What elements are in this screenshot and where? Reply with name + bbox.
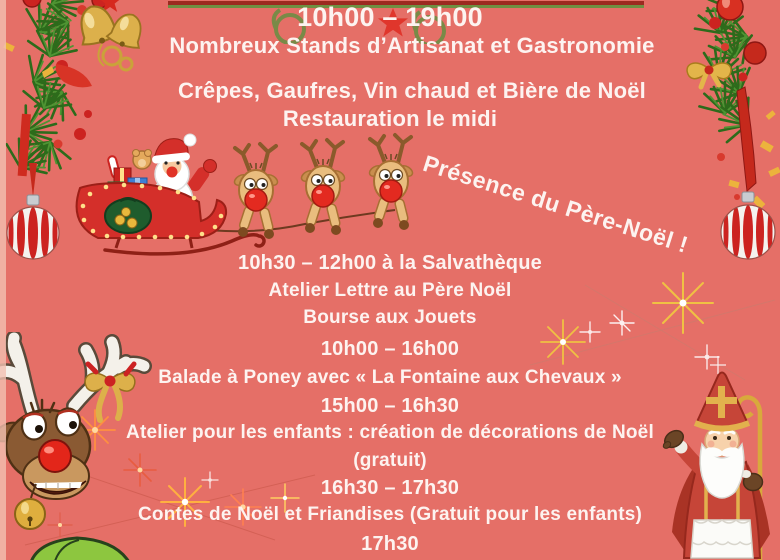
pere-noel-note: Présence du Père-Noël ! — [420, 150, 692, 258]
atelier-lettre-line: Atelier Lettre au Père Noël — [268, 280, 512, 301]
bourse-jouets-line: Bourse aux Jouets — [303, 307, 477, 328]
final-time: 17h30 — [361, 533, 419, 555]
restauration-line: Restauration le midi — [282, 106, 498, 131]
gratuit-line: (gratuit) — [353, 450, 427, 471]
poney-line: Balade à Poney avec « La Fontaine aux Chevaux » — [158, 367, 622, 388]
opening-hours: 10h00 – 19h00 — [297, 2, 483, 32]
reindeer-team-icon — [233, 135, 415, 239]
salvatheque-time: 10h30 – 12h00 à la Salvathèque — [238, 252, 542, 274]
page-edge-strip — [0, 0, 6, 560]
atelier-enfants-line: Atelier pour les enfants : création de décorations de Noël — [126, 422, 654, 443]
poney-time: 10h00 – 16h00 — [320, 338, 460, 360]
sleigh-body-icon — [77, 183, 227, 240]
santa-sleigh-icon — [50, 128, 450, 260]
stands-line: Nombreux Stands d’Artisanat et Gastronomie — [169, 33, 655, 58]
contes-time: 16h30 – 17h30 — [320, 477, 460, 499]
atelier-enfants-time: 15h00 – 16h30 — [320, 395, 460, 417]
food-line: Crêpes, Gaufres, Vin chaud et Bière de Noël — [178, 78, 646, 103]
contes-line: Contes de Noël et Friandises (Gratuit pour les enfants) — [137, 504, 643, 525]
